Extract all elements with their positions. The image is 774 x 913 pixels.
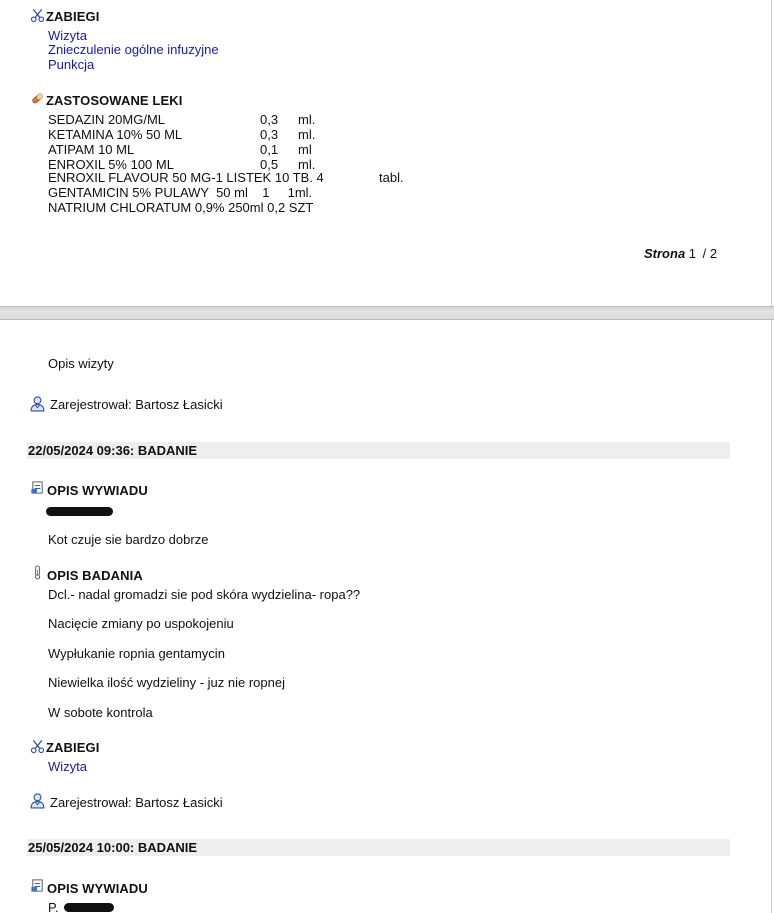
med-unit: ml. [298, 112, 316, 127]
redacted-name [64, 903, 114, 912]
badanie-line: Nacięcie zmiany po uspokojeniu [48, 616, 234, 631]
pill-icon [30, 91, 45, 106]
registered-by: Zarejestrował: Bartosz Łasicki [50, 397, 223, 412]
medication-row [48, 112, 315, 127]
doctor-icon [29, 395, 46, 412]
badanie-line: Niewielka ilość wydzieliny - juz nie ropnej [48, 675, 285, 690]
med-name: GENTAMICIN 5% PULAWY 50 ml 1 1ml. [48, 185, 313, 200]
doctor-icon [29, 792, 46, 809]
scissors-icon [30, 8, 45, 23]
med-qty: 0,5 [260, 157, 279, 172]
page-current: 1 [688, 246, 697, 261]
badanie-line: Wypłukanie ropnia gentamycin [48, 646, 225, 661]
med-unit: ml. [298, 157, 316, 172]
wywiad-text: Kot czuje sie bardzo dobrze [48, 532, 209, 547]
med-name: SEDAZIN 20MG/ML [48, 112, 166, 127]
zabieg-item: Znieczulenie ogólne infuzyjne [48, 42, 219, 57]
scissors-icon [30, 739, 45, 754]
med-qty: 0,3 [260, 112, 279, 127]
leki-header: ZASTOSOWANE LEKI [46, 93, 183, 108]
page-separator [0, 306, 774, 320]
med-qty: 0,1 [260, 142, 279, 157]
med-name: ENROXIL 5% 100 ML [48, 157, 174, 172]
page-number [644, 246, 717, 261]
document-page-2 [0, 320, 772, 913]
med-unit: ml [298, 142, 312, 157]
med-name: ENROXIL FLAVOUR 50 MG-1 LISTEK 10 TB. 4 [48, 170, 324, 185]
notes-icon [30, 480, 45, 495]
medication-table [48, 112, 315, 172]
med-unit: tabl. [379, 170, 404, 185]
med-qty: 0,3 [260, 127, 279, 142]
opis-wizyty: Opis wizyty [48, 356, 114, 371]
medication-row [48, 142, 315, 157]
badanie-line: Dcl.- nadal gromadzi sie pod skóra wydzielina- ropa?? [48, 587, 361, 602]
med-name: ATIPAM 10 ML [48, 142, 135, 157]
med-name: NATRIUM CHLORATUM 0,9% 250ml 0,2 SZT [48, 200, 314, 215]
thermometer-icon [30, 565, 45, 580]
document-page-1 [0, 0, 772, 306]
redacted-name [46, 507, 113, 516]
page-label: Strona [644, 246, 686, 261]
wywiad-header: OPIS WYWIADU [47, 881, 148, 896]
badanie-header: OPIS BADANIA [47, 568, 143, 583]
visit-header: 22/05/2024 09:36: BADANIE [27, 442, 730, 459]
visit-header: 25/05/2024 10:00: BADANIE [27, 839, 730, 856]
zabiegi-header: ZABIEGI [46, 9, 100, 24]
page-total: / 2 [702, 246, 718, 261]
wywiad-header: OPIS WYWIADU [47, 483, 148, 498]
zabieg-item: Punkcja [48, 57, 95, 72]
medication-row [48, 127, 315, 142]
badanie-line: W sobote kontrola [48, 705, 153, 720]
zabieg-item: Wizyta [48, 759, 87, 774]
zabiegi-header: ZABIEGI [46, 740, 100, 755]
wywiad-prefix: P. [48, 900, 59, 913]
med-unit: ml. [298, 127, 316, 142]
registered-by: Zarejestrował: Bartosz Łasicki [50, 795, 223, 810]
zabieg-item: Wizyta [48, 28, 87, 43]
notes-icon [30, 878, 45, 893]
med-name: KETAMINA 10% 50 ML [48, 127, 183, 142]
